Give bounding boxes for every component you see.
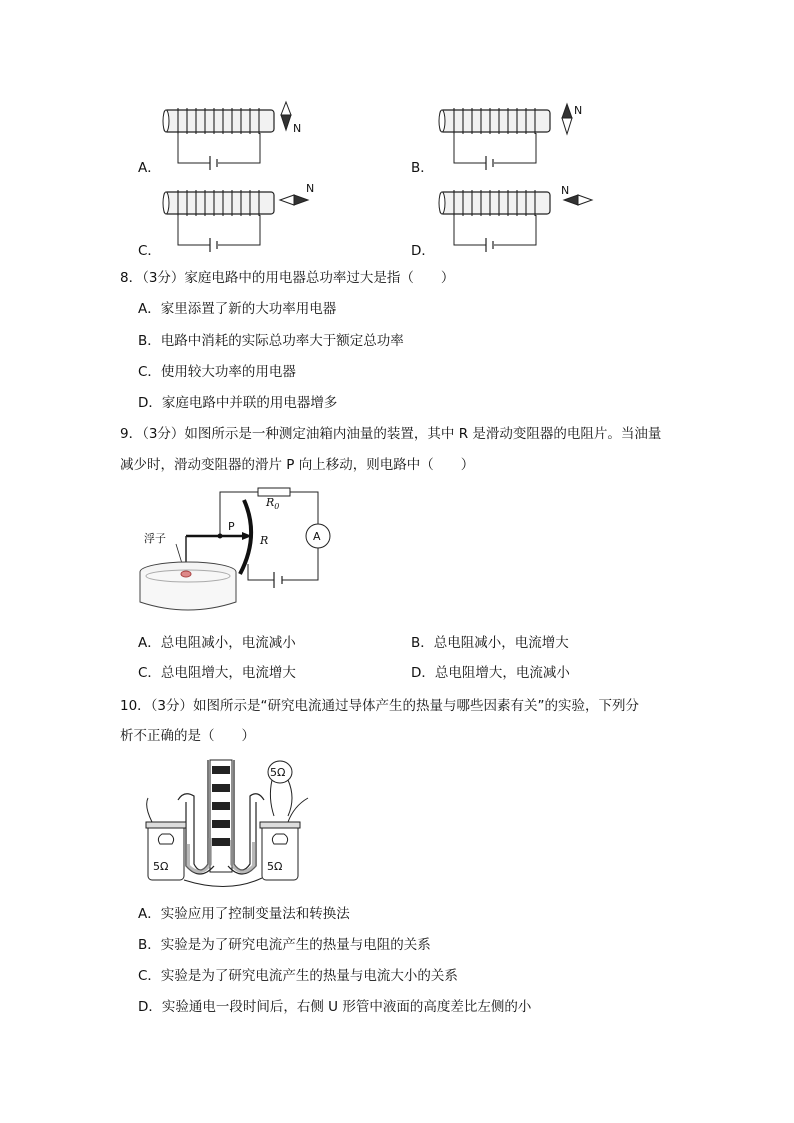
q7-option-c-figure bbox=[160, 180, 320, 255]
q10-stem-line2: 析不正确的是（ ） bbox=[120, 728, 255, 744]
q10-joule-heating-figure bbox=[138, 754, 308, 889]
float-label: 浮子 bbox=[144, 532, 166, 545]
q9-stem-line1: 9．（3分）如图所示是一种测定油箱内油量的装置，其中 R 是滑动变阻器的电阻片。当油量 bbox=[120, 426, 662, 442]
q9-oil-gauge-figure bbox=[136, 484, 336, 616]
q9-option-c[interactable]: C．总电阻增大，电流增大 bbox=[138, 665, 296, 681]
q10-option-a[interactable]: A．实验应用了控制变量法和转换法 bbox=[138, 906, 350, 922]
q8-option-b[interactable]: B．电路中消耗的实际总功率大于额定总功率 bbox=[138, 333, 404, 349]
q7-option-b-letter: B． bbox=[411, 160, 434, 176]
slider-p-label: P bbox=[228, 520, 235, 533]
r0-label: $R_0$ bbox=[266, 496, 280, 511]
q8-option-d[interactable]: D．家庭电路中并联的用电器增多 bbox=[138, 395, 338, 411]
needle-n-label: N bbox=[574, 104, 583, 117]
q7-option-a-letter: A． bbox=[138, 160, 161, 176]
q10-option-b[interactable]: B．实验是为了研究电流产生的热量与电阻的关系 bbox=[138, 937, 431, 953]
q7-option-d-figure bbox=[436, 180, 596, 255]
q10-option-d[interactable]: D．实验通电一段时间后，右侧 U 形管中液面的高度差比左侧的小 bbox=[138, 999, 532, 1015]
q9-stem-line2: 减少时，滑动变阻器的滑片 P 向上移动，则电路中（ ） bbox=[120, 457, 475, 473]
left-resistor-label: 5Ω bbox=[153, 860, 169, 873]
q7-option-d-letter: D． bbox=[411, 243, 435, 259]
q8-option-c[interactable]: C．使用较大功率的用电器 bbox=[138, 364, 296, 380]
right-resistor-label: 5Ω bbox=[267, 860, 283, 873]
outer-resistor-label: 5Ω bbox=[270, 766, 286, 779]
q7-option-b-figure bbox=[436, 98, 586, 173]
q7-option-c-letter: C． bbox=[138, 243, 161, 259]
q7-option-a-figure bbox=[160, 98, 310, 173]
q8-option-a[interactable]: A．家里添置了新的大功率用电器 bbox=[138, 301, 337, 317]
q8-stem: 8．（3分）家庭电路中的用电器总功率过大是指（ ） bbox=[120, 270, 455, 286]
q9-option-a[interactable]: A．总电阻减小，电流减小 bbox=[138, 635, 296, 651]
q9-option-d[interactable]: D．总电阻增大，电流减小 bbox=[411, 665, 570, 681]
ammeter-label: A bbox=[313, 530, 321, 543]
q9-option-b[interactable]: B．总电阻减小，电流增大 bbox=[411, 635, 569, 651]
q10-stem-line1: 10．（3分）如图所示是“研究电流通过导体产生的热量与哪些因素有关”的实验，下列分 bbox=[120, 698, 640, 714]
needle-n-label: N bbox=[293, 122, 302, 135]
r-label: R bbox=[260, 534, 269, 547]
q10-option-c[interactable]: C．实验是为了研究电流产生的热量与电流大小的关系 bbox=[138, 968, 458, 984]
needle-n-label: N bbox=[306, 182, 315, 195]
needle-n-label: N bbox=[561, 184, 570, 197]
